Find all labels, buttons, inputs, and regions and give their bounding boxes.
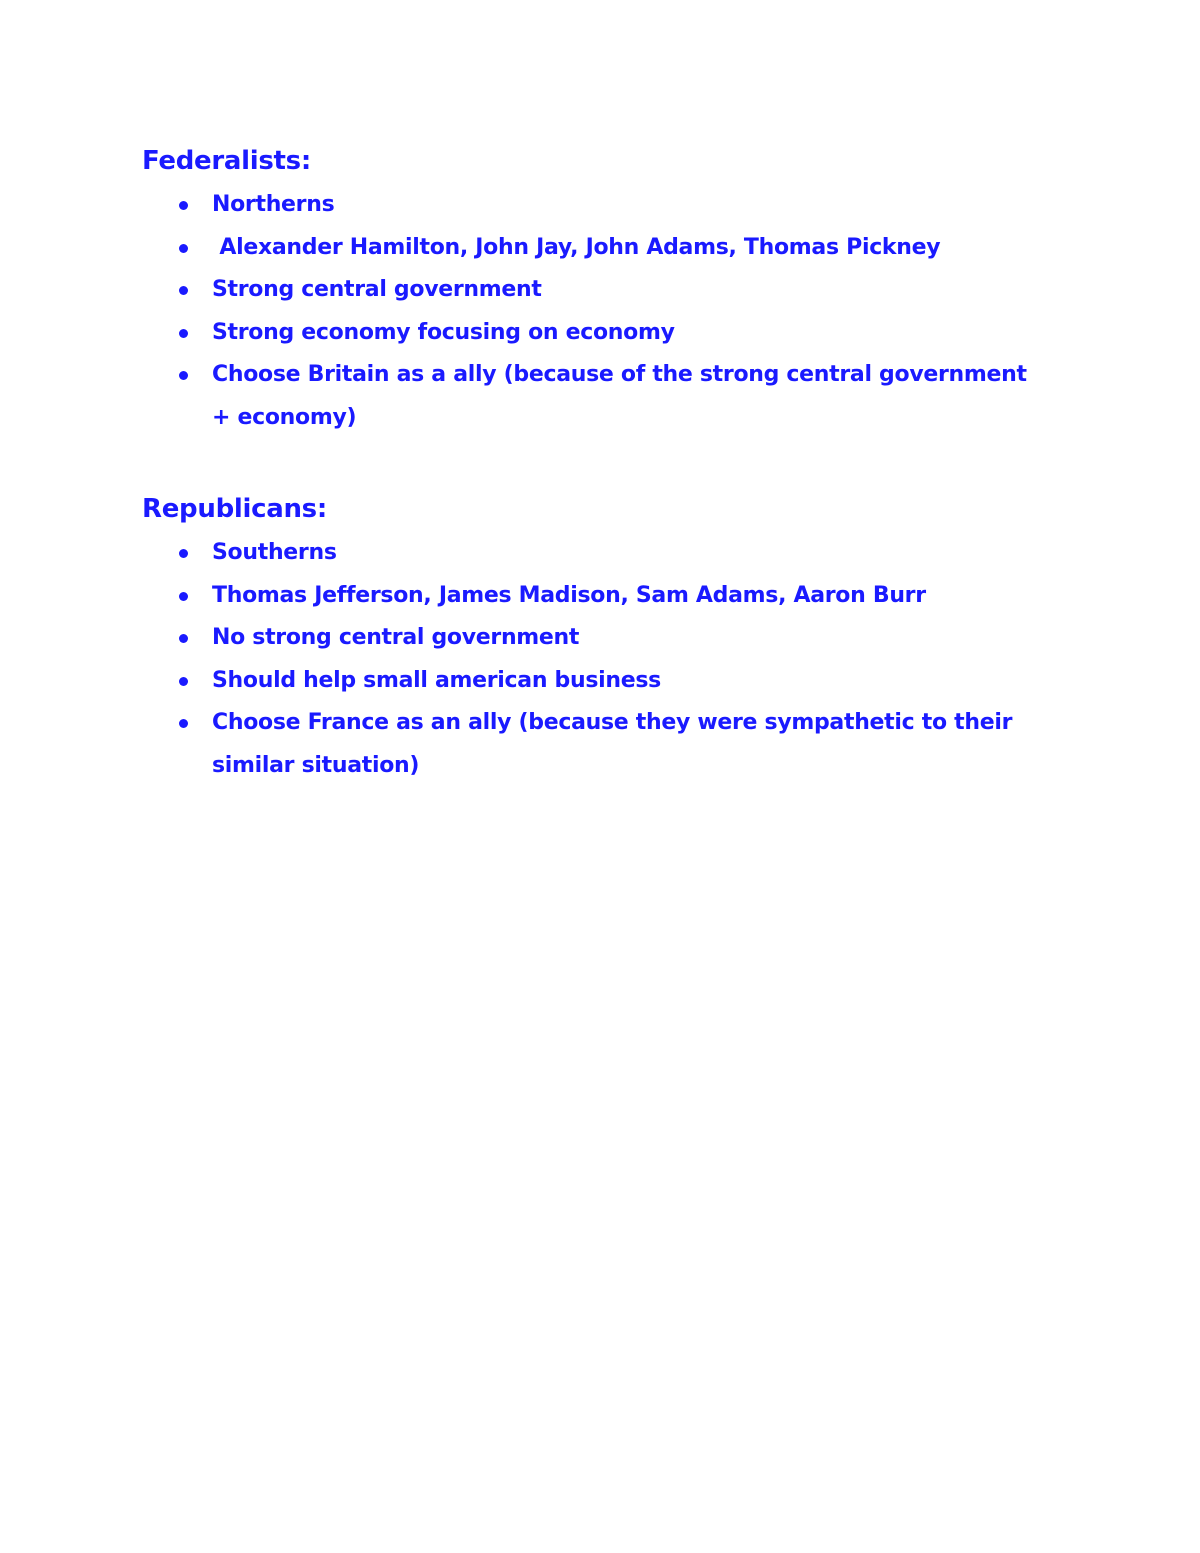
list-item-text: No strong central government — [212, 625, 580, 650]
bullet-icon — [179, 371, 188, 380]
bullet-icon — [179, 286, 188, 295]
bullet-icon — [179, 244, 188, 253]
federalists-list — [142, 184, 1082, 439]
list-item-text: Alexander Hamilton, John Jay, John Adams, Thomas Pickney — [212, 234, 941, 260]
list-item — [142, 227, 1082, 270]
list-item-text: Choose Britain as a ally (because of the strong central government + economy) — [212, 362, 1027, 430]
republicans-list — [142, 532, 1082, 787]
list-item-text: Northerns — [212, 192, 335, 217]
list-item — [142, 617, 1082, 660]
federalists-heading: Federalists: — [142, 146, 311, 176]
federalists-section — [142, 140, 1082, 439]
list-item — [142, 702, 1082, 787]
list-item-text: Southerns — [212, 540, 337, 565]
bullet-icon — [179, 549, 188, 558]
republicans-section — [142, 488, 1082, 787]
republicans-heading: Republicans: — [142, 494, 327, 524]
bullet-icon — [179, 677, 188, 686]
bullet-icon — [179, 634, 188, 643]
bullet-icon — [179, 719, 188, 728]
bullet-icon — [179, 329, 188, 338]
list-item-text: Strong economy focusing on economy — [212, 319, 675, 345]
list-item — [142, 354, 1082, 439]
list-item — [142, 312, 1082, 355]
list-item — [142, 269, 1082, 312]
list-item — [142, 532, 1082, 575]
bullet-icon — [179, 592, 188, 601]
list-item — [142, 660, 1082, 703]
list-item — [142, 184, 1082, 227]
bullet-icon — [179, 201, 188, 210]
list-item-text: Strong central government — [212, 277, 542, 302]
list-item-text: Thomas Jefferson, James Madison, Sam Adams, Aaron Burr — [212, 582, 926, 608]
list-item — [142, 575, 1082, 618]
list-item-text: Should help small american business — [212, 667, 661, 693]
list-item-text: Choose France as an ally (because they were sympathetic to their similar situation) — [212, 710, 1013, 778]
